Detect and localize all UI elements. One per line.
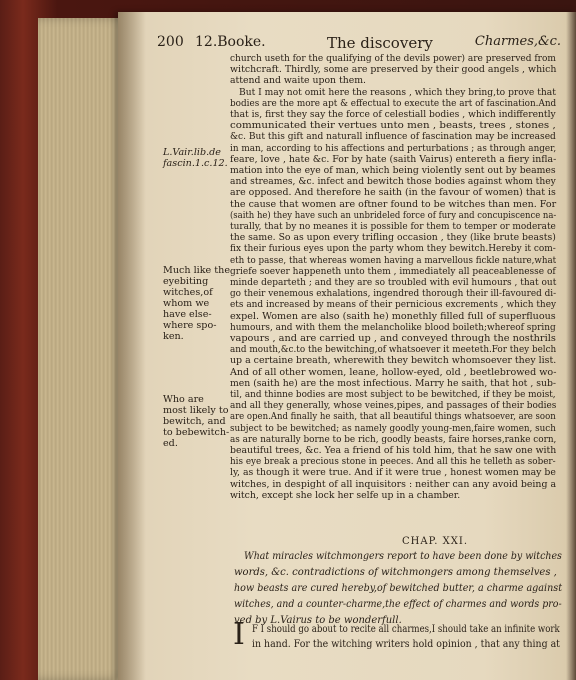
drop-cap: I	[233, 617, 245, 652]
body-line: as are naturally borne to be rich, goodly beasts, faire horses,ranke corn,	[230, 433, 557, 445]
body-line: witches, in despight of all inquisitors : neither can any avoid being a	[230, 478, 557, 490]
page-gutter-shadow	[118, 12, 146, 680]
page-header	[157, 34, 567, 54]
body-line: and streames, &c. infect and bewitch those bodies against whom they	[230, 176, 556, 188]
argument-line: What miracles witchmongers report to have been done by witches	[244, 551, 562, 562]
margin-note-line: to bebewitch-	[163, 427, 230, 438]
body-line: feare, love , hate &c. For by hate (saith Vairus) entereth a fiery infla-	[230, 153, 557, 165]
running-head: Charmes,&c.	[474, 34, 561, 49]
body-line: minde departeth ; and they are so troubled with evil humours , that out	[230, 277, 557, 288]
margin-note-line: fascin.1.c.12.	[163, 158, 228, 169]
margin-note-line: have else-	[163, 309, 212, 320]
body-line: eth to passe, that whereas women having a marvellous fickle nature,what	[230, 254, 557, 266]
margin-note-line: witches,of	[163, 287, 213, 298]
body-line: go their venemous exhalations, ingendred thorough their ill-favoured di-	[230, 288, 557, 300]
body-line: ly, as though it were true. And if it were true , honest women may be	[230, 467, 556, 479]
margin-note-line: bewitch, and	[163, 416, 226, 427]
first-line: in hand. For the witching writers hold opinion , that any thing at	[252, 639, 560, 650]
body-line: that is, first they say the force of celestiall bodies , which indifferently	[230, 109, 556, 120]
body-line: vapours , and are carried up , and conveyed through the nosthrils	[230, 333, 556, 344]
margin-note-line: ed.	[163, 438, 178, 449]
body-line: &c. But this gift and naturall influence of fascination may be increased	[230, 131, 556, 143]
body-line: in man, according to his affections and perturbations ; as through anger,	[230, 142, 557, 154]
body-line: expel. Women are also (saith he) monethly filled full of superfluous	[230, 310, 556, 322]
margin-note-line: Much like the	[163, 265, 230, 276]
body-line: fix their furious eyes upon the party whom they bewitch.Hereby it com-	[230, 243, 556, 255]
body-line: humours, and with them the melancholike blood boileth;whereof spring	[230, 321, 556, 333]
body-line: beautiful trees, &c. Yea a friend of his told him, that he saw one with	[230, 445, 557, 456]
margin-note-line: where spo-	[163, 320, 217, 331]
body-line: (saith he) they have such an unbrideled force of fury and concupiscence na-	[230, 209, 557, 221]
body-line: are opposed. And therefore he saith (in the favour of women) that is	[230, 187, 556, 199]
margin-note-line: Who are	[163, 394, 204, 405]
margin-note-line: whom we	[163, 298, 210, 309]
body-line: turally, that by no meanes it is possible for them to temper or moderate	[230, 221, 556, 232]
argument-line: witches, and a counter-charme,the effect of charmes and words pro-	[234, 599, 562, 610]
body-line: witch, except she lock her selfe up in a chamber.	[230, 489, 461, 501]
margin-note-line: most likely to	[163, 405, 229, 416]
page-number: 200	[157, 34, 184, 50]
page-right-shadow	[566, 12, 576, 680]
argument-line: how beasts are cured hereby,of bewitched butter, a charme against	[234, 583, 563, 594]
argument-line: words, &c. contradictions of witchmongers among themselves ,	[234, 567, 557, 578]
page-title: The discovery	[327, 34, 433, 52]
body-line: And of all other women, leane, hollow-eyed, old , beetlebrowed wo-	[230, 366, 557, 378]
body-line: bodies are the more apt & effectual to execute the art of fascination.And	[230, 97, 557, 109]
body-line: til, and thinne bodies are most subject to be bewitched, if they be moist,	[230, 389, 556, 400]
body-line: are open.And finally he saith, that all beautiful things whatsoever, are soon	[230, 411, 556, 423]
margin-note-line: ken.	[163, 331, 184, 342]
body-line: his eye break a precious stone in peeces. And all this he telleth as sober-	[230, 456, 556, 468]
body-line: witchcraft. Thirdly, some are preserved by their good angels , which	[230, 64, 557, 76]
body-line: attend and waite upon them.	[230, 75, 366, 87]
body-line: the same. So as upon every trifling occasion , they (like brute beasts)	[230, 232, 556, 244]
body-line: But I may not omit here the reasons , which they bring,to prove that	[239, 86, 556, 98]
body-line: men (saith he) are the most infectious. Marry he saith, that hot , sub-	[230, 377, 557, 389]
argument-line: ved by L.Vairus to be wonderfull.	[234, 615, 402, 626]
margin-note-line: L.Vair.lib.de	[163, 147, 221, 158]
body-line: and mouth,&c.to the bewitching,of whatsoever it meeteth.For they belch	[230, 344, 557, 356]
body-line: the cause that women are oftner found to be witches than men. For	[230, 198, 557, 210]
body-line: and all they generally, whose veines,pipes, and passages of their bodies	[230, 400, 557, 412]
first-line: F I should go about to recite all charmes,I should take an infinite work	[252, 624, 560, 635]
body-line: griefe soever happeneth unto them , immediately all peaceablenesse of	[230, 265, 556, 277]
body-line: communicated their vertues unto men , beasts, trees , stones ,	[230, 120, 556, 132]
book-label: 12.Booke.	[195, 34, 266, 50]
body-line: up a certaine breath, wherewith they bewitch whomsoever they list.	[230, 355, 557, 367]
body-line: subject to be bewitched; as namely goodly young-men,faire women, such	[230, 422, 556, 434]
margin-note-line: eyebiting	[163, 276, 209, 287]
body-line: church useth for the qualifying of the devils power) are preserved from	[230, 53, 556, 64]
body-line: ets and increased by means of their pernicious excrements , which they	[230, 299, 557, 311]
chapter-heading: CHAP. XXI.	[402, 536, 469, 547]
body-line: mation into the eye of man, which being violently sent out by beames	[230, 165, 556, 176]
